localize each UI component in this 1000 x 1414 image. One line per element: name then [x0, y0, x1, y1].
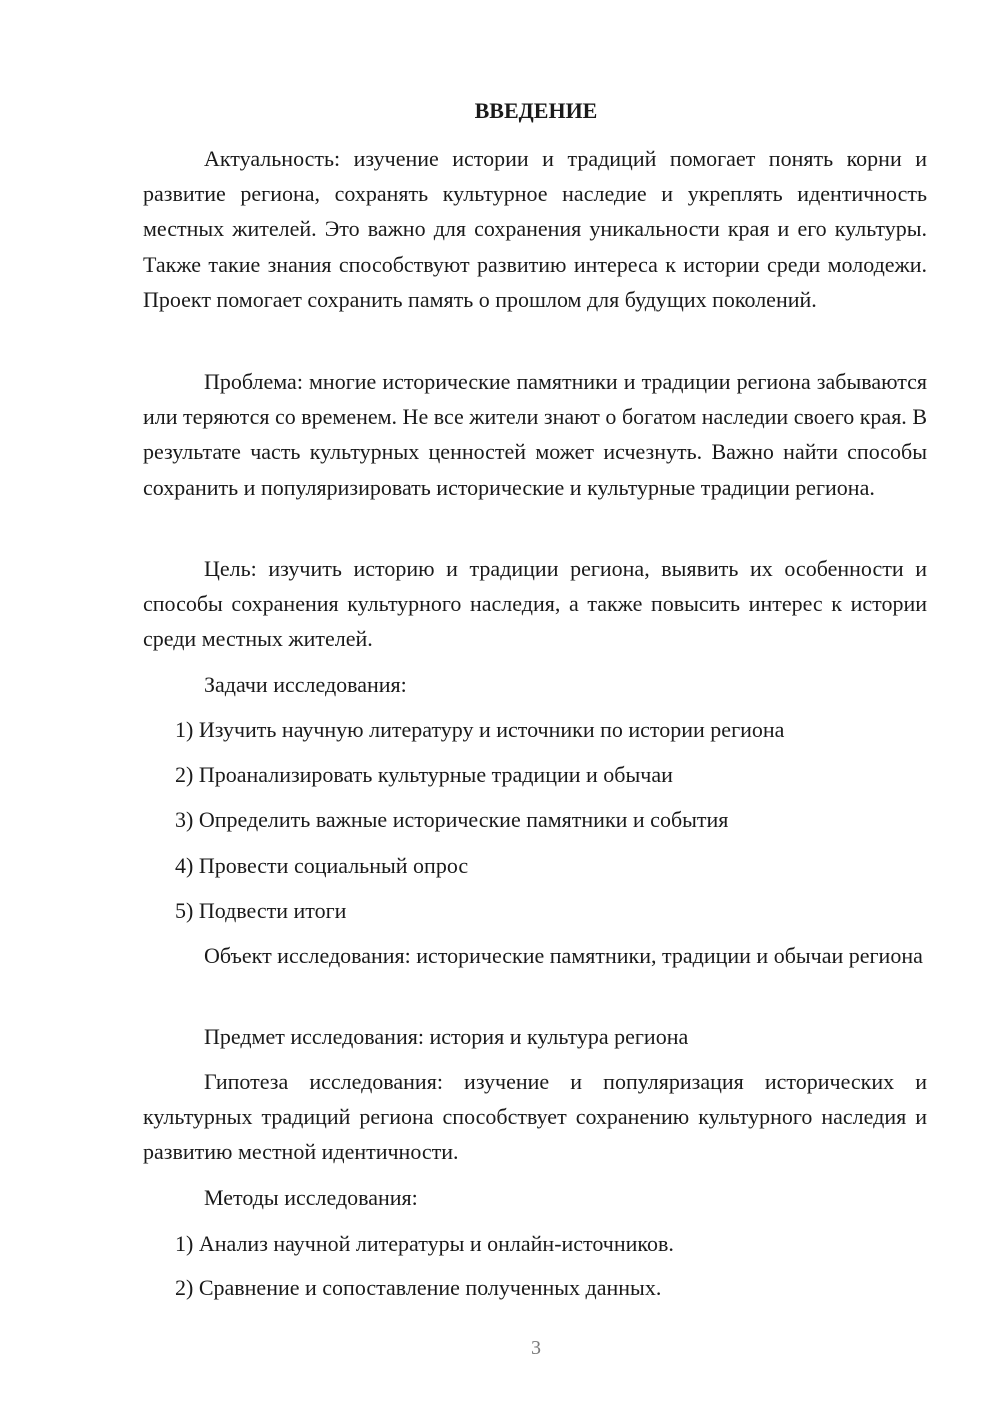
task-item-3: 3) Определить важные исторические памятники и события — [175, 807, 729, 832]
task-item-2: 2) Проанализировать культурные традиции и обычаи — [175, 762, 673, 787]
paragraph-problem: Проблема: многие исторические памятники и традиции региона забываются или теряются со временем. Не все жители знают о богатом наследии своего края. В результате часть культурных ценностей может исчезнуть. Важно найти способы сохранить и популяризировать исторические и культурные традиции региона. — [143, 369, 927, 500]
paragraph-hypothesis: Гипотеза исследования: изучение и популяризация исторических и культурных традиций региона способствует сохранению культурного наследия и развитию местной идентичности. — [143, 1069, 927, 1165]
paragraph-relevance: Актуальность: изучение истории и традиций помогает понять корни и развитие региона, сохранять культурное наследие и укреплять идентичность местных жителей. Это важно для сохранения уникальности края и его культуры. Также такие знания способствуют развитию интереса к истории среди молодежи. Проект помогает сохранить память о прошлом для будущих поколений. — [143, 146, 927, 312]
tasks-heading: Задачи исследования: — [204, 672, 407, 697]
paragraph-goal: Цель: изучить историю и традиции региона, выявить их особенности и способы сохранения культурного наследия, а также повысить интерес к истории среди местных жителей. — [143, 556, 927, 652]
paragraph-subject: Предмет исследования: история и культура региона — [204, 1024, 689, 1049]
methods-heading: Методы исследования: — [204, 1185, 418, 1210]
paragraph-object: Объект исследования: исторические памятники, традиции и обычаи региона — [204, 943, 923, 968]
method-item-1: 1) Анализ научной литературы и онлайн-источников. — [175, 1231, 674, 1256]
task-item-4: 4) Провести социальный опрос — [175, 853, 469, 878]
task-item-5: 5) Подвести итоги — [175, 898, 347, 923]
page-title: ВВЕДЕНИЕ — [474, 98, 598, 123]
task-item-1: 1) Изучить научную литературу и источники по истории региона — [175, 717, 785, 742]
method-item-2: 2) Сравнение и сопоставление полученных данных. — [175, 1275, 662, 1300]
page-number: 3 — [531, 1337, 541, 1359]
